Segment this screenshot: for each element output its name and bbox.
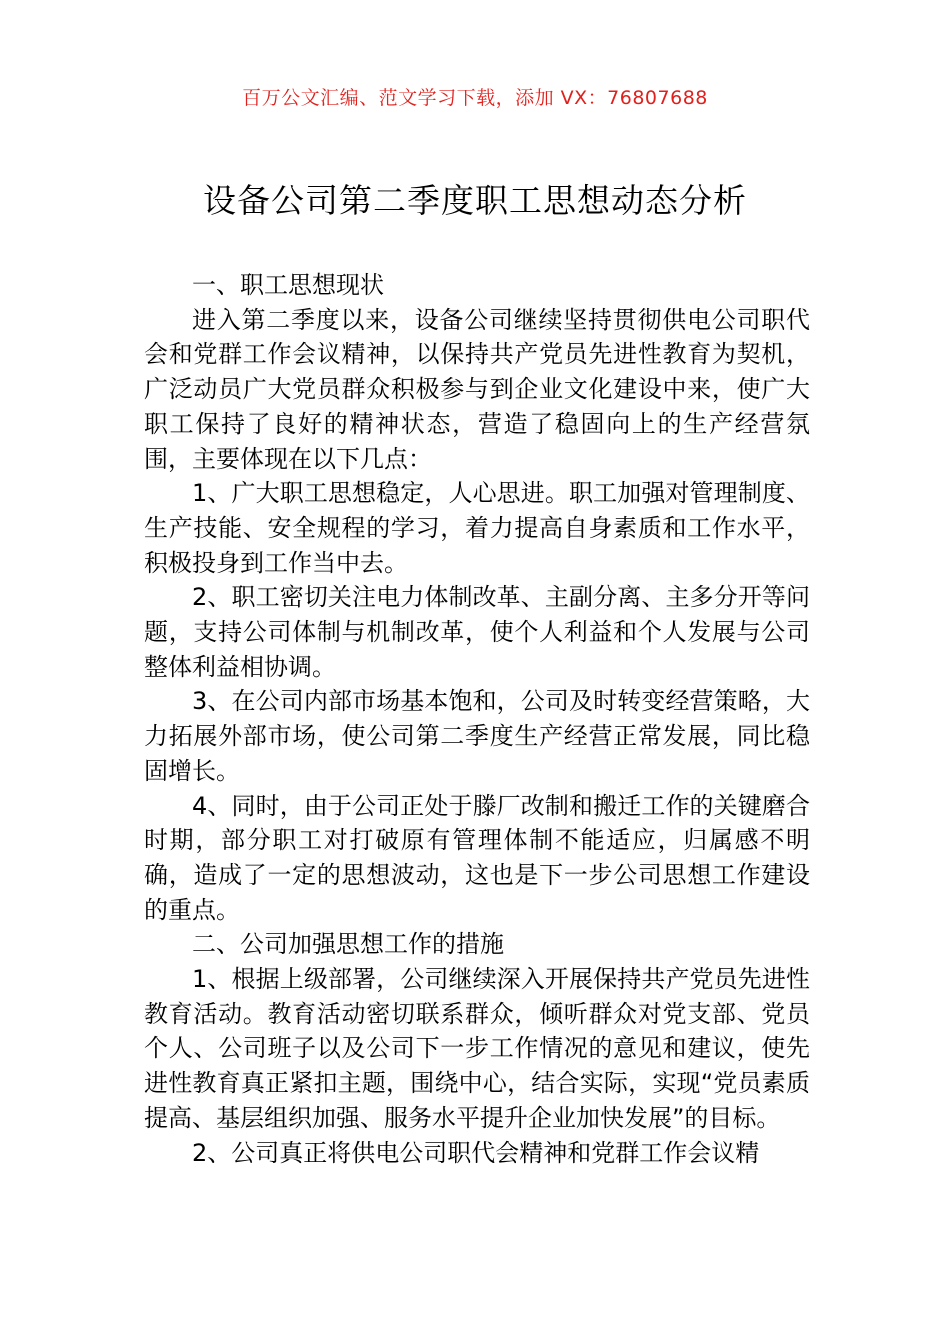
document-body (144, 268, 810, 1170)
section-heading-2: 二、公司加强思想工作的措施 (192, 930, 504, 959)
section-heading-1: 一、职工思想现状 (192, 271, 384, 299)
paragraph-item-4: 4、同时，由于公司正处于滕厂改制和搬迁工作的关键磨合时期，部分职工对打破原有管理体制不能适应，归属感不明确，造成了一定的思想波动，这也是下一步公司思想工作建设的重点。 (144, 791, 810, 924)
paragraph-measure-2: 2、公司真正将供电公司职代会精神和党群工作会议精 (192, 1138, 760, 1167)
document-title: 设备公司第二季度职工思想动态分析 (203, 181, 747, 220)
header-banner: 百万公文汇编、范文学习下载，添加 VX：76807688 (242, 87, 708, 109)
paragraph-item-3: 3、在公司内部市场基本饱和，公司及时转变经营策略，大力拓展外部市场，使公司第二季度生产经营正常发展，同比稳固增长。 (144, 687, 810, 785)
paragraph-item-2: 2、职工密切关注电力体制改革、主副分离、主多分开等问题，支持公司体制与机制改革，使个人利益和个人发展与公司整体利益相协调。 (144, 583, 810, 681)
paragraph-measure-1: 1、根据上级部署，公司继续深入开展保持共产党员先进性教育活动。教育活动密切联系群众，倾听群众对党支部、党员个人、公司班子以及公司下一步工作情况的意见和建议，使先进性教育真正紧扣主题，围绕中心，结合实际，实现“党员素质提高、基层组织加强、服务水平提升企业加快发展”的目标。 (144, 965, 810, 1132)
paragraph-intro: 进入第二季度以来，设备公司继续坚持贯彻供电公司职代会和党群工作会议精神，以保持共产党员先进性教育为契机，广泛动员广大党员群众积极参与到企业文化建设中来，使广大职工保持了良好的精神状态，营造了稳固向上的生产经营氛围，主要体现在以下几点： (144, 305, 810, 473)
paragraph-item-1: 1、广大职工思想稳定，人心思进。职工加强对管理制度、生产技能、安全规程的学习，着力提高自身素质和工作水平，积极投身到工作当中去。 (144, 479, 810, 577)
